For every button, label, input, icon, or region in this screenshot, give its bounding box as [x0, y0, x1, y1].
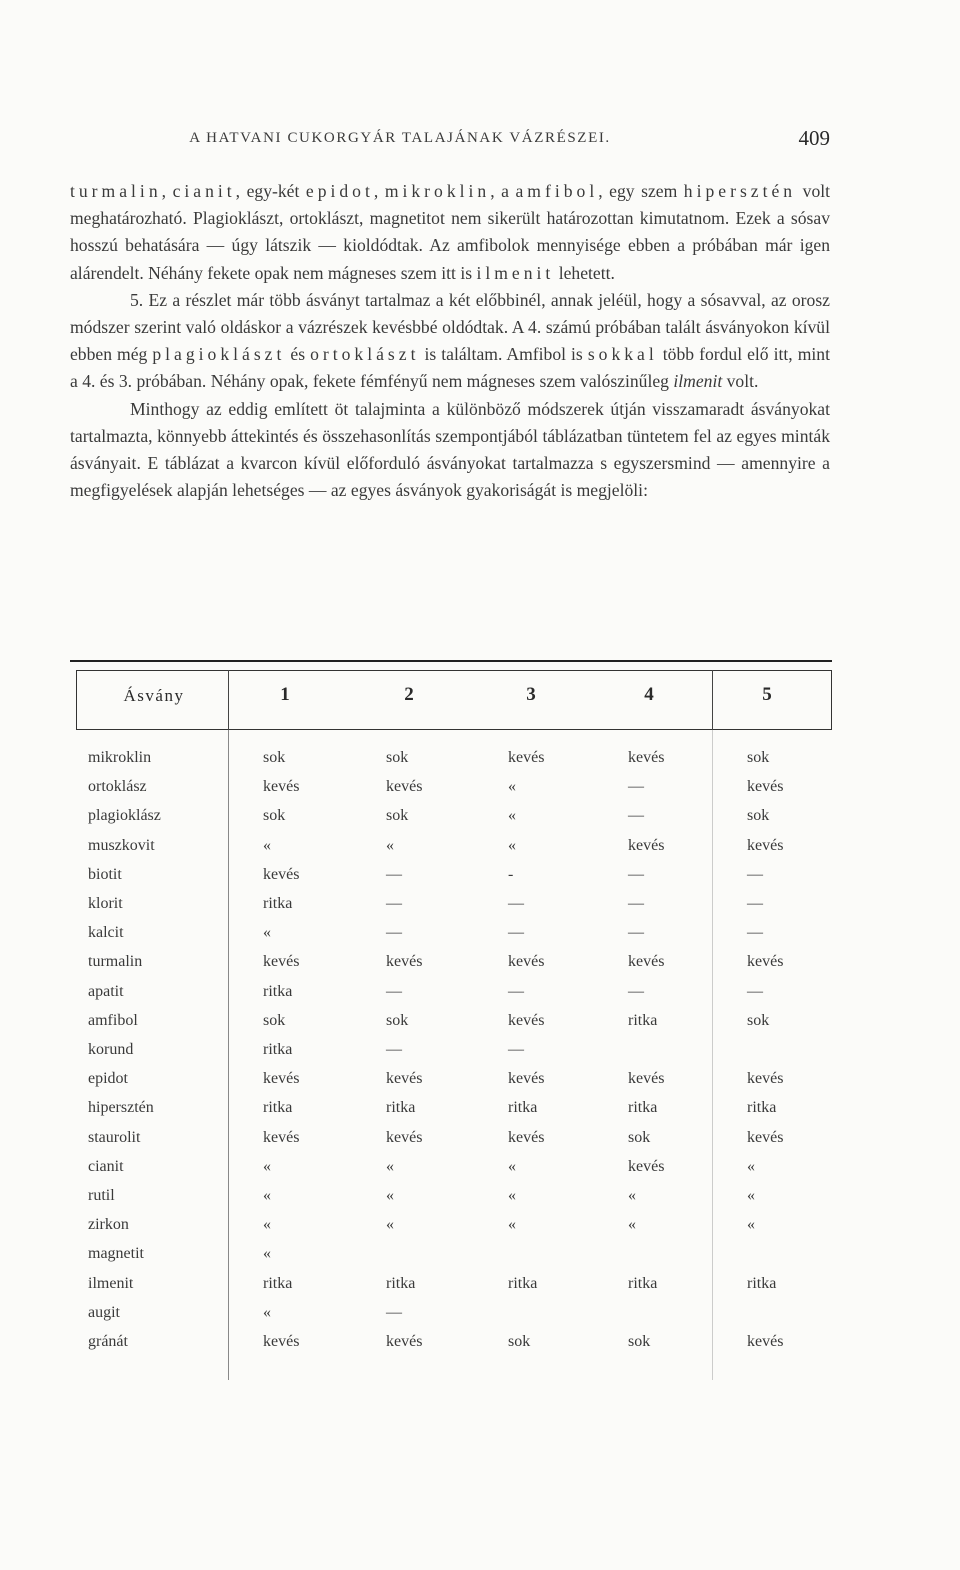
sample-1-cell: kevés: [263, 1128, 300, 1146]
mineral-name-cell: muszkovit: [88, 836, 155, 854]
sample-4-cell: ritka: [628, 1011, 658, 1029]
header-divider: [228, 670, 229, 730]
mineral-name-cell: klorit: [88, 895, 123, 912]
sample-4-cell: —: [628, 778, 644, 796]
sample-3-cell: «: [508, 778, 516, 796]
sample-1-cell: «: [263, 1216, 271, 1234]
sample-2-cell: «: [386, 1187, 394, 1204]
sample-3-cell: —: [508, 1041, 524, 1058]
mineral-name: amfibol: [515, 181, 599, 201]
table-row: [70, 1070, 832, 1099]
sample-1-cell: «: [263, 1157, 271, 1175]
mineral-name: cianit: [172, 181, 236, 201]
sample-4-cell: sok: [628, 1128, 651, 1146]
mineral-name-cell: ortoklász: [88, 778, 147, 796]
sample-5-cell: kevés: [747, 778, 784, 796]
sample-4-cell: ritka: [628, 1099, 658, 1117]
mineral-name-italic: ilmenit: [673, 371, 723, 392]
sample-5-cell: «: [747, 1216, 755, 1234]
sample-5-cell: «: [747, 1187, 755, 1204]
sample-2-cell: «: [386, 1216, 394, 1234]
sample-5-cell: —: [747, 865, 763, 883]
sample-1-cell: «: [263, 924, 271, 942]
table-row: [70, 749, 832, 778]
table-row: [70, 924, 832, 953]
sample-2-cell: —: [386, 895, 402, 912]
sample-2-cell: «: [386, 836, 394, 854]
header-mineral: Ásvány: [123, 686, 185, 705]
sample-4-cell: kevés: [628, 1070, 665, 1088]
sample-3-cell: «: [508, 1157, 516, 1175]
table-row: [70, 1275, 832, 1304]
table-row: [70, 1245, 832, 1274]
mineral-name-cell: turmalin: [88, 953, 143, 971]
sample-2-cell: sok: [386, 807, 409, 825]
sample-2-cell: sok: [386, 749, 409, 766]
sample-1-cell: sok: [263, 749, 286, 766]
sample-1-cell: kevés: [263, 865, 300, 883]
sample-3-cell: ritka: [508, 1099, 538, 1117]
sample-3-cell: «: [508, 807, 516, 825]
sample-5-cell: sok: [747, 807, 770, 825]
sample-3-cell: kevés: [508, 953, 545, 971]
sample-4-cell: —: [628, 982, 644, 1000]
sample-1-cell: ritka: [263, 1041, 293, 1058]
sample-5-cell: sok: [747, 1011, 770, 1029]
sample-1-cell: «: [263, 1303, 271, 1321]
sample-3-cell: kevés: [508, 1128, 545, 1146]
mineral-name-cell: epidot: [88, 1070, 128, 1088]
table-row: [70, 1216, 832, 1245]
sample-4-cell: ritka: [628, 1274, 658, 1292]
sample-5-cell: kevés: [747, 1070, 784, 1088]
sample-4-cell: —: [628, 924, 644, 942]
mineral-name-cell: apatit: [88, 982, 124, 1000]
sample-4-cell: «: [628, 1187, 636, 1204]
sample-3-cell: sok: [508, 1333, 531, 1350]
sample-1-cell: sok: [263, 807, 286, 825]
sample-4-cell: —: [628, 865, 644, 883]
table-row: [70, 1304, 832, 1333]
sample-4-cell: kevés: [628, 953, 665, 971]
sample-2-cell: kevés: [386, 1128, 423, 1146]
sample-2-cell: sok: [386, 1011, 409, 1029]
mineral-name-cell: amfibol: [88, 1011, 138, 1029]
table-top-rule: [70, 660, 832, 662]
sample-4-cell: kevés: [628, 1157, 665, 1175]
sample-2-cell: kevés: [386, 778, 423, 796]
table-row: [70, 1158, 832, 1187]
sample-5-cell: ritka: [747, 1099, 777, 1117]
sample-3-cell: «: [508, 836, 516, 854]
mineral-name: epidot: [305, 181, 374, 201]
mineral-name: plagioklászt: [152, 344, 286, 365]
sample-5-cell: —: [747, 924, 763, 942]
sample-2-cell: —: [386, 982, 402, 1000]
sample-3-cell: —: [508, 982, 524, 1000]
sample-1-cell: kevés: [263, 1070, 300, 1088]
sample-5-cell: kevés: [747, 1128, 784, 1146]
mineral-table: [70, 660, 832, 1360]
table-row: [70, 1187, 832, 1216]
sample-5-cell: sok: [747, 749, 770, 766]
sample-4-cell: —: [628, 807, 644, 825]
sample-5-cell: —: [747, 895, 763, 912]
sample-5-cell: —: [747, 982, 763, 1000]
table-row: [70, 837, 832, 866]
sample-2-cell: ritka: [386, 1274, 416, 1292]
sample-1-cell: «: [263, 836, 271, 854]
sample-2-cell: —: [386, 924, 402, 942]
sample-3-cell: —: [508, 924, 524, 942]
running-title: A HATVANI CUKORGYÁR TALAJÁNAK VÁZRÉSZEI.: [189, 130, 611, 146]
sample-5-cell: kevés: [747, 836, 784, 854]
mineral-name-cell: plagioklász: [88, 807, 161, 825]
header-sample-4: 4: [644, 684, 654, 705]
mineral-name-cell: hipersztén: [88, 1099, 154, 1117]
table-row: [70, 1012, 832, 1041]
sample-1-cell: kevés: [263, 953, 300, 971]
mineral-name-cell: biotit: [88, 865, 122, 883]
sample-3-cell: ritka: [508, 1274, 538, 1292]
mineral-name: ortoklászt: [310, 344, 420, 365]
sample-2-cell: —: [386, 865, 402, 883]
header-sample-3: 3: [526, 684, 536, 705]
mineral-name-cell: gránát: [88, 1333, 128, 1350]
paragraph-3: Minthogy az eddig említett öt talajminta a különböző módszerek útján visszamaradt ásványokat tartalmazta, könnyebb áttekintés és összehasonlítás szempontjából táblázatban tüntetem fel az egyes minták ásványait. E táblázat a kvarcon kívül előforduló ásványokat tartalmazza s egyszersmind — amennyire a megfigyelések alapján lehetséges — az egyes ásványok gyakoriságát is megjelöli:: [70, 398, 830, 501]
mineral-name-cell: rutil: [88, 1187, 115, 1204]
table-row: [70, 1041, 832, 1070]
table-row: [70, 953, 832, 982]
header-sample-5: 5: [762, 684, 772, 705]
table-row: [70, 1099, 832, 1128]
sample-1-cell: «: [263, 1187, 271, 1204]
mineral-name-cell: korund: [88, 1041, 134, 1058]
sample-4-cell: kevés: [628, 836, 665, 854]
sample-2-cell: —: [386, 1303, 402, 1321]
emphasis-text: sokkal: [587, 344, 658, 365]
paragraph-1: turmalin, cianit, egy-két epidot, mikroklin, a amfibol, egy szem hipersztén volt meghatározható. Plagioklászt, ortoklászt, magnetitot nem sikerült határozottan kimutatnom. Ezek a sósav hosszú behatására — úgy látszik — kioldódtak. Az amfibolok mennyisége ebben a próbában már igen alárendelt. Néhány fekete opak nem mágneses szem itt is ilmenit lehetett.: [70, 181, 831, 283]
mineral-name-cell: kalcit: [88, 924, 124, 942]
sample-4-cell: —: [628, 895, 644, 912]
mineral-name: mikroklin: [384, 181, 491, 201]
mineral-name: turmalin: [70, 181, 162, 201]
mineral-name-cell: augit: [88, 1303, 120, 1321]
sample-3-cell: kevés: [508, 749, 545, 766]
sample-2-cell: kevés: [386, 1333, 423, 1350]
body-text: [70, 178, 830, 504]
sample-1-cell: ritka: [263, 895, 293, 912]
table-row: [70, 807, 832, 836]
sample-2-cell: kevés: [386, 953, 423, 971]
page-number: 409: [798, 126, 830, 150]
sample-1-cell: ritka: [263, 1099, 293, 1117]
sample-1-cell: kevés: [263, 1333, 300, 1350]
sample-3-cell: -: [508, 865, 514, 883]
header-sample-1: 1: [280, 684, 290, 705]
sample-1-cell: sok: [263, 1011, 286, 1029]
sample-3-cell: «: [508, 1216, 516, 1234]
sample-3-cell: kevés: [508, 1070, 545, 1088]
sample-4-cell: sok: [628, 1333, 651, 1350]
mineral-name-cell: zirkon: [88, 1216, 129, 1234]
sample-3-cell: «: [508, 1187, 516, 1204]
sample-3-cell: kevés: [508, 1011, 545, 1029]
table-row: [70, 778, 832, 807]
table-row: [70, 895, 832, 924]
table-row: [70, 1333, 832, 1362]
sample-1-cell: «: [263, 1245, 271, 1263]
sample-5-cell: ritka: [747, 1274, 777, 1292]
sample-2-cell: kevés: [386, 1070, 423, 1088]
mineral-name-cell: staurolit: [88, 1128, 141, 1146]
sample-4-cell: «: [628, 1216, 636, 1234]
table-row: [70, 866, 832, 895]
sample-1-cell: ritka: [263, 982, 293, 1000]
sample-1-cell: ritka: [263, 1274, 293, 1292]
running-head: [70, 126, 830, 152]
sample-5-cell: kevés: [747, 1333, 784, 1350]
sample-2-cell: ritka: [386, 1099, 416, 1117]
mineral-name-cell: ilmenit: [88, 1274, 134, 1292]
sample-5-cell: «: [747, 1157, 755, 1175]
paragraph-2: 5. Ez a részlet már több ásványt tartalmaz a két előbbinél, annak jeléül, hogy a sósavval, az orosz módszer szerint való oldáskor a vázrészek kevésbbé oldódtak. A 4. számú próbában talált ásványokon kívül ebben még plagioklászt és ortoklászt is találtam. Amfibol is sokkal több fordul elő itt, mint a 4. és 3. próbában. Néhány opak, fekete fémfényű nem mágneses szem valószinűleg ilmenit volt.: [70, 289, 830, 392]
mineral-name-cell: cianit: [88, 1157, 124, 1175]
mineral-name-cell: mikroklin: [88, 749, 152, 766]
sample-1-cell: kevés: [263, 778, 300, 796]
sample-2-cell: —: [386, 1041, 402, 1058]
header-sample-2: 2: [404, 684, 414, 705]
mineral-name-cell: magnetit: [88, 1245, 144, 1263]
table-row: [70, 1129, 832, 1158]
header-divider: [712, 670, 713, 730]
sample-5-cell: kevés: [747, 953, 784, 971]
sample-4-cell: kevés: [628, 749, 665, 766]
sample-3-cell: —: [508, 895, 524, 912]
sample-2-cell: «: [386, 1157, 394, 1175]
mineral-name: ilmenit: [476, 262, 555, 283]
mineral-name: hipersztén: [683, 181, 797, 201]
table-row: [70, 983, 832, 1012]
